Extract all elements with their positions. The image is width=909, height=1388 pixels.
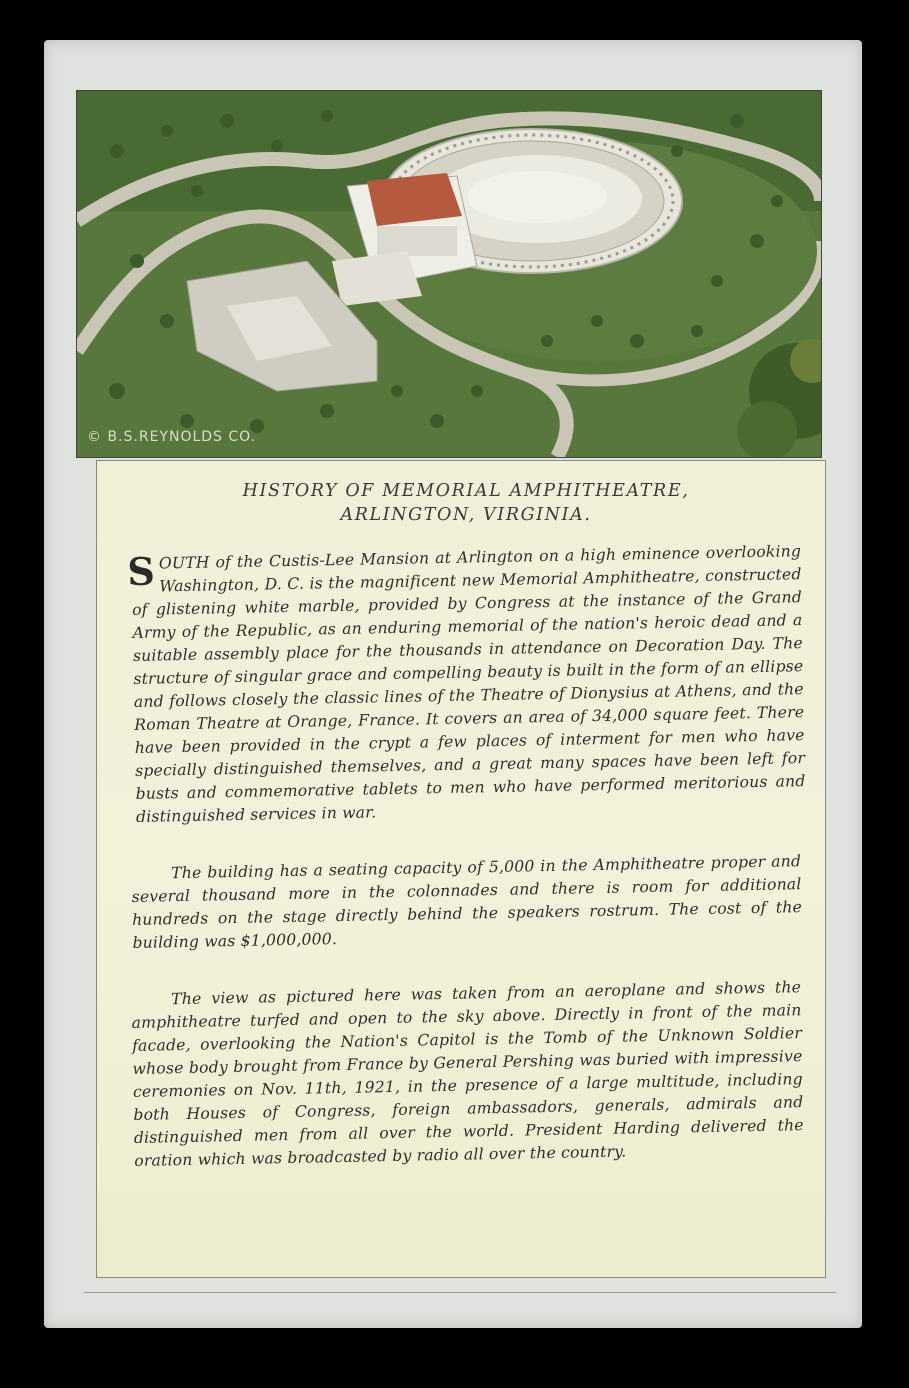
paragraph-3: The view as pictured here was taken from an aeroplane and shows the amphitheatre turfed and open to the sky above. Directly in front of the main facade, overlooking the Nation's Capitol is the Tomb of the Unknown Soldier whose body brought from France by General Pershing was buried with impressive ceremonies on Nov. 11th, 1921, in the presence of a large multitude, including both Houses of Congress, foreign ambassadors, generals, admirals and distinguished men from all over the world. President Harding delivered the oration which was broadcasted by radio all over the country. <box>131 978 804 1170</box>
amphitheatre-aerial-photo <box>76 90 822 458</box>
title-line-2: ARLINGTON, VIRGINIA. <box>340 505 592 525</box>
paragraph-1 <box>126 540 806 829</box>
title <box>131 479 801 527</box>
title-line-1: HISTORY OF MEMORIAL AMPHITHEATRE, <box>242 481 690 501</box>
paragraph-1-text: OUTH of the Custis-Lee Mansion at Arlington on a high eminence overlooking Washington, D. C. is the magnificent new Memorial Amphitheatre, constructed of glistening white marble, provided by Congress at the instance of the Grand Army of the Republic, as an enduring memorial of the nation's heroic dead and a suitable assembly place for the thousands in attendance on Decoration Day. The structure of singular grace and compelling beauty is built in the form of an ellipse and follows closely the classic lines of the Theatre of Dionysius at Athens, and the Roman Theatre at Orange, France. It covers an area of 34,000 square feet. There have been provided in the crypt a few places of interment for men who have specially distinguished themselves, and a great many spaces have been left for busts and commemorative tablets to men who have performed meritorious and distinguished services in war. <box>131 542 806 826</box>
card-rule <box>84 1292 836 1293</box>
drop-cap: S <box>126 548 156 595</box>
history-text-panel <box>96 460 826 1278</box>
copyright-notice: © B.S.REYNOLDS CO. <box>87 429 257 445</box>
paragraph-2: The building has a seating capacity of 5,000 in the Amphitheatre proper and several thousand more in the colonnades and there is room for additional hundreds on the stage directly behind the speakers rostrum. The cost of the building was $1,000,000. <box>131 852 803 952</box>
aerial-illustration <box>77 91 821 457</box>
